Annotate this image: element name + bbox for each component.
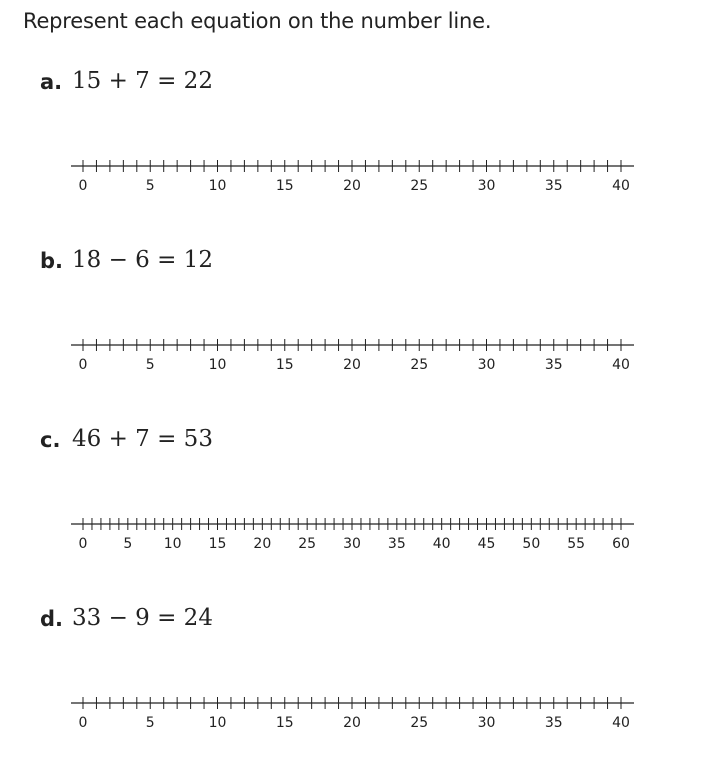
tick-label: 25 [410,715,429,731]
tick-label: 20 [343,357,361,373]
tick-label: 5 [145,178,155,194]
tick-label: 40 [612,178,630,194]
number-line-c[interactable] [0,508,706,558]
tick-label: 10 [163,536,182,552]
tick-label: 20 [253,536,272,552]
tick-label: 0 [78,715,88,731]
tick-label: 15 [275,178,294,194]
tick-label: 35 [544,178,563,194]
tick-label: 35 [387,536,406,552]
tick-label: 15 [275,357,294,373]
tick-label: 0 [78,178,88,194]
problem-d-equation: 33 − 9 = 24 [72,605,213,631]
tick-label: 5 [123,536,133,552]
tick-label: 0 [78,357,88,373]
tick-label: 40 [432,536,451,552]
instructions-text: Represent each equation on the number line. [23,9,492,33]
problem-b-equation: 18 − 6 = 12 [72,247,213,273]
tick-label: 20 [343,715,361,731]
tick-label: 30 [477,357,496,373]
number-line-a[interactable] [0,150,706,200]
tick-label: 10 [208,357,227,373]
tick-label: 40 [612,357,630,373]
tick-label: 20 [343,178,361,194]
tick-label: 15 [208,536,227,552]
tick-label: 5 [145,715,155,731]
tick-label: 55 [567,536,586,552]
tick-label: 30 [477,178,496,194]
tick-label: 10 [208,178,227,194]
problem-a-label: a. [40,70,63,94]
problem-d-label: d. [40,607,64,631]
tick-label: 25 [410,178,429,194]
tick-label: 0 [78,536,88,552]
tick-label: 45 [477,536,496,552]
tick-label: 10 [208,715,227,731]
tick-label: 35 [544,715,563,731]
tick-label: 25 [298,536,317,552]
tick-label: 30 [477,715,496,731]
number-line-b[interactable] [0,329,706,379]
problem-c-equation: 46 + 7 = 53 [72,426,213,452]
problem-b-label: b. [40,249,64,273]
problem-c-label: c. [40,428,61,452]
tick-label: 5 [145,357,155,373]
tick-label: 15 [275,715,294,731]
tick-label: 50 [522,536,541,552]
tick-label: 60 [612,536,630,552]
tick-label: 30 [343,536,361,552]
tick-label: 25 [410,357,429,373]
problem-a-equation: 15 + 7 = 22 [72,68,213,94]
number-line-d[interactable] [0,687,706,737]
tick-label: 40 [612,715,630,731]
tick-label: 35 [544,357,563,373]
